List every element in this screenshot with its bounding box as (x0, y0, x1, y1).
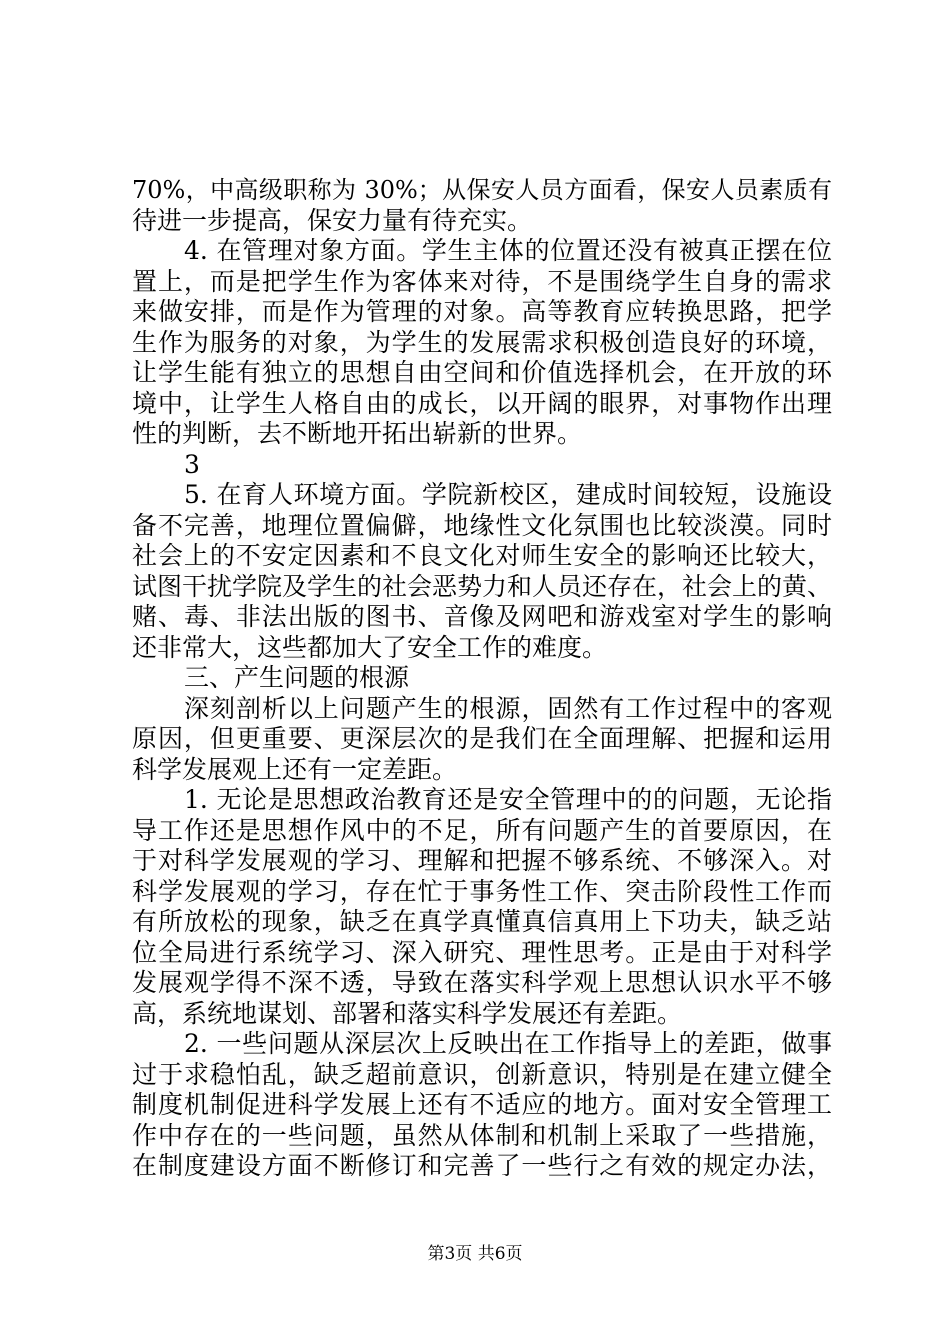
text-line: 备不完善，地理位置偏僻，地缘性文化氛围也比较淡漠。同时 (132, 510, 832, 540)
text-line: 制度机制促进科学发展上还有不适应的地方。面对安全管理工 (132, 1090, 832, 1119)
text-line: 赌、毒、非法出版的图书、音像及网吧和游戏室对学生的影响 (132, 602, 832, 631)
text-line: 有所放松的现象，缺乏在真学真懂真信真用上下功夫，缺乏站 (132, 907, 832, 936)
text-line: 过于求稳怕乱，缺乏超前意识，创新意识，特别是在建立健全 (132, 1059, 832, 1089)
text-line: 5. 在育人环境方面。学院新校区，建成时间较短，设施设 (184, 480, 832, 509)
text-line: 让学生能有独立的思想自由空间和价值选择机会，在开放的环 (132, 358, 832, 387)
text-line: 3 (184, 449, 200, 479)
text-line: 位全局进行系统学习、深入研究、理性思考。正是由于对科学 (132, 937, 832, 967)
text-line: 试图干扰学院及学生的社会恶势力和人员还存在，社会上的黄、 (132, 571, 833, 601)
page-footer: 第3页 共6页 (427, 1244, 523, 1264)
text-line: 三、产生问题的根源 (184, 663, 410, 692)
text-line: 生作为服务的对象，为学生的发展需求积极创造良好的环境， (132, 327, 832, 357)
text-line: 来做安排，而是作为管理的对象。高等教育应转换思路，把学 (132, 297, 832, 326)
text-line: 待进一步提高，保安力量有待充实。 (132, 205, 533, 235)
text-line: 4. 在管理对象方面。学生主体的位置还没有被真正摆在位 (184, 236, 832, 265)
document-body (132, 175, 832, 1182)
text-line: 深刻剖析以上问题产生的根源，固然有工作过程中的客观 (184, 693, 832, 723)
text-line: 70%，中高级职称为 30%；从保安人员方面看，保安人员素质有 (132, 176, 832, 204)
text-line: 境中，让学生人格自由的成长，以开阔的眼界，对事物作出理 (132, 388, 832, 418)
text-line: 科学发展观的学习，存在忙于事务性工作、突击阶段性工作而 (132, 876, 832, 906)
text-line: 高，系统地谋划、部署和落实科学发展还有差距。 (132, 998, 683, 1028)
text-line: 在制度建设方面不断修订和完善了一些行之有效的规定办法， (132, 1151, 832, 1180)
text-line: 科学发展观上还有一定差距。 (132, 754, 458, 784)
text-line: 于对科学发展观的学习、理解和把握不够系统、不够深入。对 (132, 846, 832, 875)
text-line: 发展观学得不深不透，导致在落实科学观上思想认识水平不够 (132, 968, 832, 997)
text-line: 社会上的不安定因素和不良文化对师生安全的影响还比较大， (132, 541, 832, 570)
text-line: 1. 无论是思想政治教育还是安全管理中的的问题，无论指 (184, 785, 832, 814)
text-line: 原因，但更重要、更深层次的是我们在全面理解、把握和运用 (132, 724, 832, 753)
text-line: 性的判断，去不断地开拓出崭新的世界。 (132, 419, 583, 448)
text-line: 2. 一些问题从深层次上反映出在工作指导上的差距，做事 (184, 1029, 832, 1058)
text-line: 置上，而是把学生作为客体来对待，不是围绕学生自身的需求 (132, 266, 832, 296)
text-line: 还非常大，这些都加大了安全工作的难度。 (132, 632, 608, 662)
text-line: 作中存在的一些问题，虽然从体制和机制上采取了一些措施， (132, 1120, 832, 1150)
text-line: 导工作还是思想作风中的不足，所有问题产生的首要原因，在 (132, 815, 832, 845)
